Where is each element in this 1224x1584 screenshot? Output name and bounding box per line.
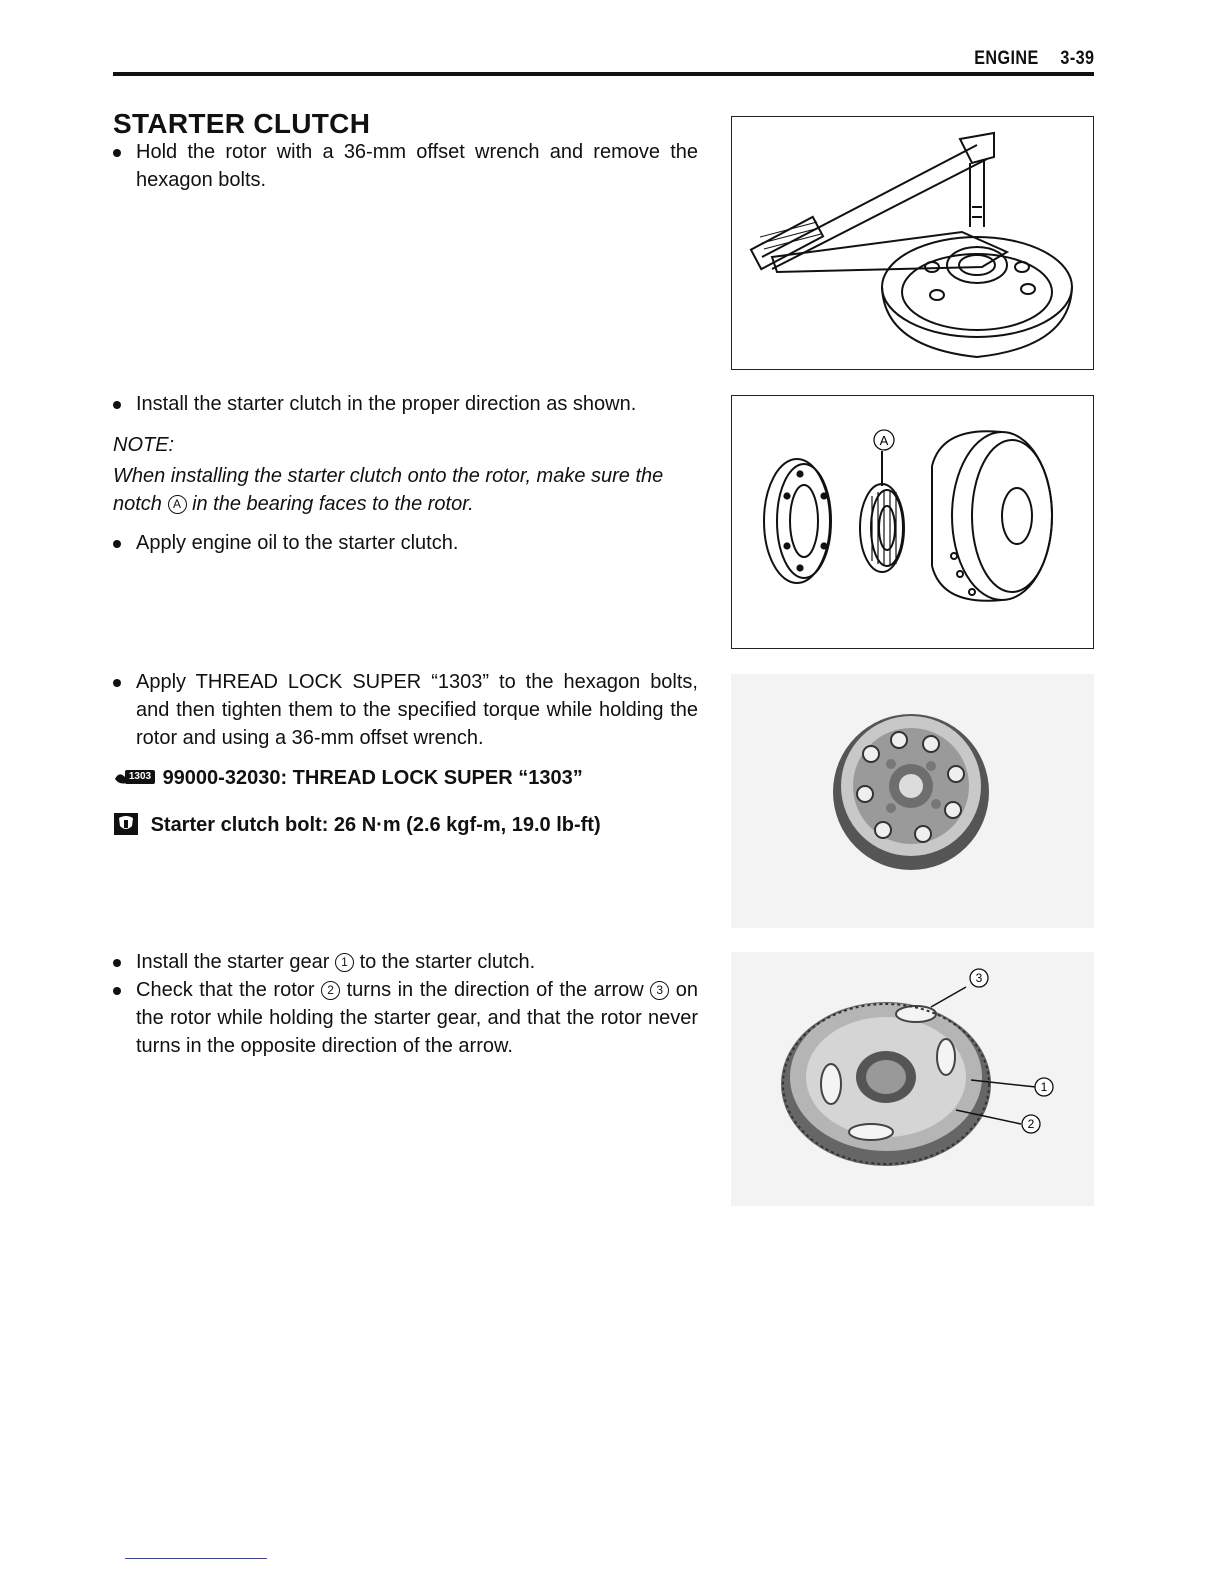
- section-title: STARTER CLUTCH: [113, 108, 371, 139]
- bullet-icon: [113, 149, 121, 157]
- step-2: [113, 390, 698, 418]
- callout-2-marker: 2: [321, 981, 340, 1000]
- callout-1-marker: 1: [335, 953, 354, 972]
- step-5-text: [136, 948, 698, 976]
- callout-a-label: A: [879, 433, 889, 448]
- bullet-icon: [113, 987, 121, 995]
- step-1: [113, 138, 698, 194]
- header-page-number: 3-39: [1059, 48, 1094, 69]
- step-6-before: Check that the rotor: [136, 979, 315, 1001]
- starter-gear-drawing: [731, 952, 1094, 1206]
- bullet-icon: [113, 401, 121, 409]
- step-4: [113, 668, 698, 752]
- figure-starter-clutch-exploded: [731, 395, 1094, 649]
- photo-starter-gear: [731, 952, 1094, 1206]
- step-6: [113, 976, 698, 1060]
- photo-rotor-bolts: [731, 674, 1094, 928]
- bullet-icon: [113, 679, 121, 687]
- rotor-bolts-drawing: [731, 674, 1094, 928]
- thread-lock-spec: [113, 767, 583, 790]
- callout-3-label: 3: [975, 971, 983, 985]
- note-text: [113, 462, 698, 518]
- step-5: [113, 948, 698, 976]
- step-6-after: on the rotor while holding the starter gear, and that the rotor never turns in the opposite direction of the arrow.: [136, 979, 699, 1057]
- step-5-after: to the starter clutch.: [359, 951, 536, 973]
- step-3: [113, 529, 698, 557]
- figure-wrench-rotor: [731, 116, 1094, 370]
- thread-lock-icon: [113, 767, 157, 787]
- page-header: [974, 48, 1094, 70]
- callout-2-label: 2: [1027, 1117, 1035, 1131]
- footer-rule: [125, 1558, 267, 1559]
- note-text-before: When installing the starter clutch onto the rotor, make sure the notch: [113, 465, 664, 515]
- thread-lock-icon-label: 1303: [128, 771, 152, 782]
- callout-1-label: 1: [1040, 1080, 1048, 1094]
- step-6-text: [136, 976, 698, 1060]
- header-rule: [113, 72, 1094, 76]
- step-5-before: Install the starter gear: [136, 951, 330, 973]
- step-6-middle: turns in the direction of the arrow: [346, 979, 644, 1001]
- bullet-icon: [113, 540, 121, 548]
- step-4-text: Apply THREAD LOCK SUPER “1303” to the hexagon bolts, and then tighten them to the specified torque while holding the rotor and using a 36-mm offset wrench.: [136, 671, 698, 749]
- note-text-after: in the bearing faces to the rotor.: [192, 493, 474, 515]
- callout-3-marker: 3: [650, 981, 669, 1000]
- thread-lock-text: 99000-32030: THREAD LOCK SUPER “1303”: [162, 767, 583, 789]
- note-label: NOTE:: [113, 434, 175, 456]
- starter-clutch-exploded-drawing: [732, 396, 1093, 648]
- step-1-text: Hold the rotor with a 36-mm offset wrench and remove the hexagon bolts.: [136, 141, 698, 191]
- torque-wrench-icon: [113, 812, 139, 836]
- wrench-rotor-drawing: [732, 117, 1093, 369]
- torque-spec: [113, 812, 601, 837]
- step-3-text: Apply engine oil to the starter clutch.: [136, 532, 459, 554]
- bullet-icon: [113, 959, 121, 967]
- step-2-text: Install the starter clutch in the proper direction as shown.: [136, 393, 637, 415]
- header-section-name: ENGINE: [973, 48, 1039, 69]
- callout-a-marker: A: [168, 495, 187, 514]
- torque-text: Starter clutch bolt: 26 N·m (2.6 kgf-m, 19.0 lb-ft): [150, 814, 601, 836]
